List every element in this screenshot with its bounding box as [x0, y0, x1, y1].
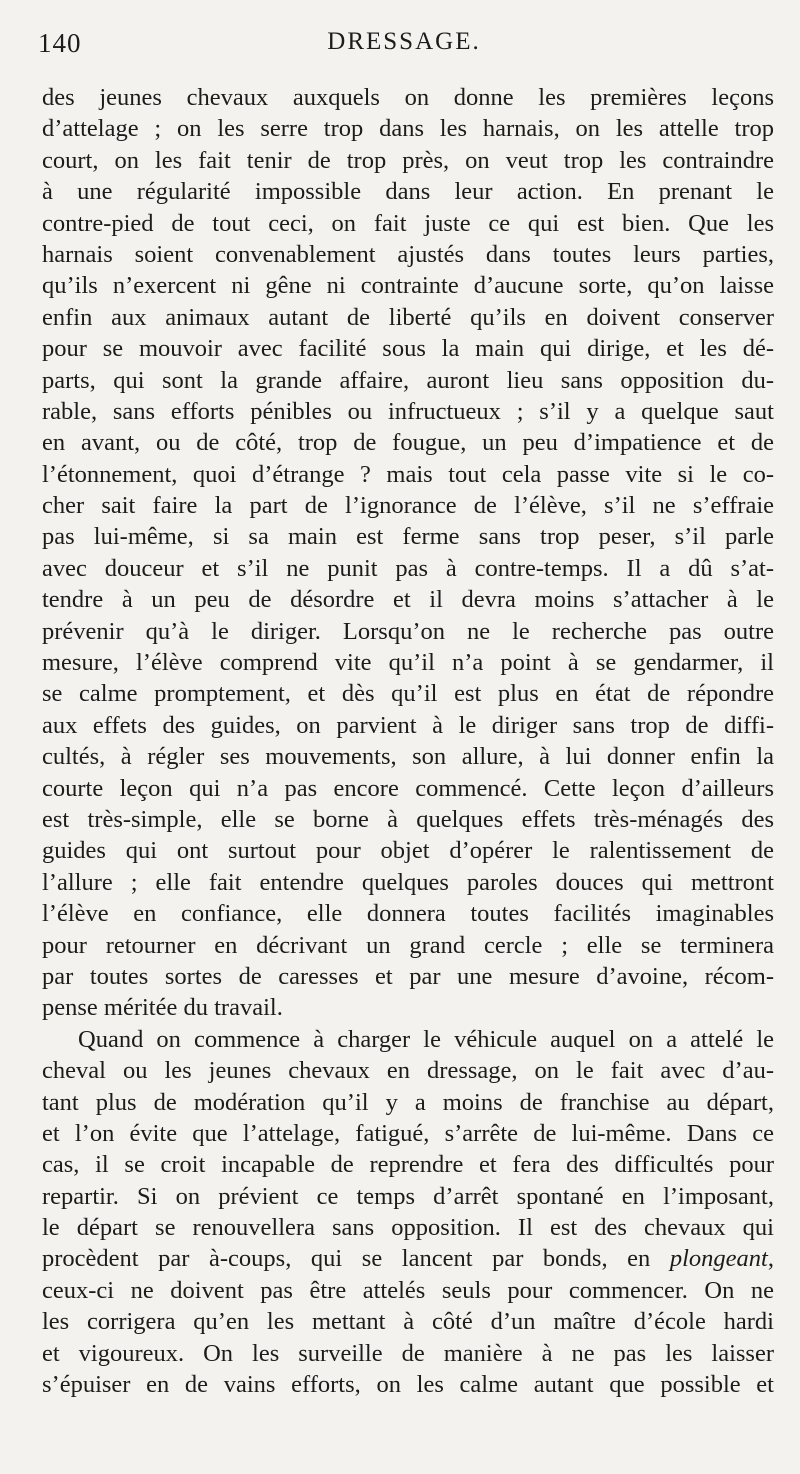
text-line: se calme promptement, et dès qu’il est plus en état de répondre: [42, 680, 774, 708]
text-line: tendre à un peu de désordre et il devra moins s’attacher à le: [42, 586, 774, 614]
text-line: contre-pied de tout ceci, on fait juste ce qui est bien. Que les: [42, 209, 774, 237]
text-line: aux effets des guides, on parvient à le diriger sans trop de diffi-: [42, 711, 774, 739]
text-line: en avant, ou de côté, trop de fougue, un peu d’impatience et de: [42, 429, 774, 457]
text-line: avec douceur et s’il ne punit pas à contre-temps. Il a dû s’at-: [42, 554, 774, 582]
text-line: cheval ou les jeunes chevaux en dressage, on le fait avec d’au-: [42, 1057, 774, 1085]
page-number: 140: [38, 28, 82, 58]
text-line: pour se mouvoir avec facilité sous la main qui dirige, et les dé-: [42, 335, 774, 363]
line-text: procèdent par à-coups, qui se lancent par bonds, en: [42, 1245, 670, 1273]
text-line: qu’ils n’exercent ni gêne ni contrainte d’aucune sorte, qu’on laisse: [42, 272, 774, 300]
text-line: cher sait faire la part de l’ignorance de l’élève, s’il ne s’effraie: [42, 492, 774, 520]
text-line: court, on les fait tenir de trop près, on veut trop les contraindre: [42, 146, 774, 174]
text-line: cas, il se croit incapable de reprendre et fera des difficultés pour: [42, 1151, 774, 1179]
text-line: ceux-ci ne doivent pas être attelés seuls pour commencer. On ne: [42, 1276, 774, 1304]
text-line: guides qui ont surtout pour objet d’opérer le ralentissement de: [42, 837, 774, 865]
text-line: pour retourner en décrivant un grand cercle ; elle se terminera: [42, 931, 774, 959]
text-line: repartir. Si on prévient ce temps d’arrêt spontané en l’imposant,: [42, 1182, 774, 1210]
text-line: l’allure ; elle fait entendre quelques paroles douces qui mettront: [42, 868, 774, 896]
text-line: est très-simple, elle se borne à quelques effets très-ménagés des: [42, 805, 774, 833]
text-line: pense méritée du travail.: [42, 994, 283, 1022]
text-line: les corrigera qu’en les mettant à côté d’un maître d’école hardi: [42, 1308, 774, 1336]
text-line: parts, qui sont la grande affaire, auront lieu sans opposition du-: [42, 366, 774, 394]
text-line: mesure, l’élève comprend vite qu’il n’a point à se gendarmer, il: [42, 649, 774, 677]
text-line: s’épuiser en de vains efforts, on les calme autant que possible et: [42, 1371, 774, 1399]
text-line: prévenir qu’à le diriger. Lorsqu’on ne le recherche pas outre: [42, 617, 774, 645]
text-line: enfin aux animaux autant de liberté qu’ils en doivent conserver: [42, 303, 774, 331]
text-line: et vigoureux. On les surveille de manière à ne pas les laisser: [42, 1339, 774, 1367]
page-header: [38, 28, 770, 68]
text-line: le départ se renouvellera sans opposition. Il est des chevaux qui: [42, 1214, 774, 1242]
text-line: pas lui-même, si sa main est ferme sans trop peser, s’il parle: [42, 523, 774, 551]
line-punctuation: ,: [767, 1245, 774, 1273]
running-head: DRESSAGE.: [327, 28, 481, 55]
text-line: l’élève en confiance, elle donnera toutes facilités imaginables: [42, 900, 774, 928]
text-line: rable, sans efforts pénibles ou infructueux ; s’il y a quelque saut: [42, 397, 774, 425]
text-line: des jeunes chevaux auxquels on donne les premières leçons: [42, 84, 774, 111]
text-line: Quand on commence à charger le véhicule auquel on a attelé le: [78, 1025, 774, 1053]
text-line: harnais soient convenablement ajustés dans toutes leurs parties,: [42, 240, 774, 268]
paragraph-2: [42, 1024, 774, 1401]
text-line: tant plus de modération qu’il y a moins de franchise au départ,: [42, 1088, 774, 1116]
text-line: l’étonnement, quoi d’étrange ? mais tout cela passe vite si le co-: [42, 460, 774, 488]
page-body: [42, 82, 774, 1400]
text-line: à une régularité impossible dans leur action. En prenant le: [42, 178, 774, 206]
text-line: cultés, à régler ses mouvements, son allure, à lui donner enfin la: [42, 743, 774, 771]
text-line: d’attelage ; on les serre trop dans les harnais, on les attelle trop: [42, 115, 774, 143]
text-line: et l’on évite que l’attelage, fatigué, s’arrête de lui-même. Dans ce: [42, 1119, 774, 1147]
text-line: courte leçon qui n’a pas encore commencé. Cette leçon d’ailleurs: [42, 774, 774, 802]
text-line: par toutes sortes de caresses et par une mesure d’avoine, récom-: [42, 962, 774, 990]
paragraph-1: [42, 82, 774, 1024]
text-line-with-italic: [42, 1243, 774, 1274]
italic-word: plongeant: [669, 1245, 768, 1273]
